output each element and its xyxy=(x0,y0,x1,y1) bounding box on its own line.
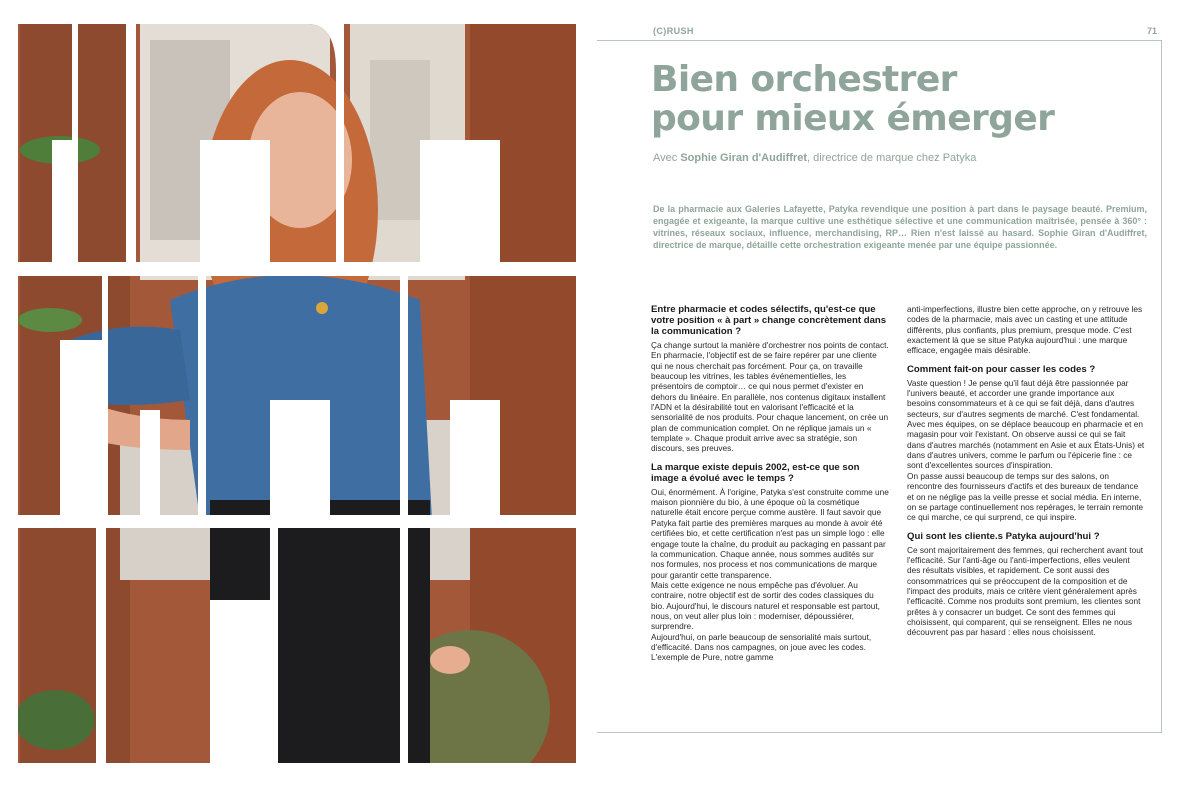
answer-2-part-1: Oui, énormément. À l'origine, Patyka s'est construite comme une maison pionnière du bio, à une époque où la cosmétique naturelle était encore perçue comme austère. Il faut savoir que Patyka fait partie des premières marques au monde à avoir été certifiées bio, et cette certification n'est pas un simple logo : elle engage toute la chaîne, du produit au packaging en passant par la communication. Chaque année, nous sommes audités sur nos formules, nos process et nos communications de marque pour garantir cette transparence. xyxy=(651,486,889,580)
column-right xyxy=(907,304,1145,638)
answer-3-part-2: Avec mes équipes, on se déplace beaucoup en pharmacie et en magasin pour voir l'existant. On observe aussi ce qui se fait dans d'autres marchés (notamment en Asie et aux États-Unis) et dans d'autres univers, comme le parfum ou l'épicerie fine : ce sont d'excellentes sources d'inspiration. xyxy=(907,419,1145,471)
answer-3-part-1: Vaste question ! Je pense qu'il faut déjà être passionnée par l'univers beauté, et accorder une grande importance aux besoins consommateurs et à ce qui se fait déjà, dans d'autres secteurs, sur d'autres segments de marché. C'est fondamental. xyxy=(907,377,1140,419)
article-title xyxy=(651,60,1151,138)
answer-1: Ça change surtout la manière d'orchestrer nos points de contact. En pharmacie, l'objectif est de se faire repérer par une cliente qui ne nous cherchait pas forcément. Pour ça, on travaille beaucoup les vitrines, les tables événementielles, les présentoirs de comptoir… ce qui nous permet d'exister en dehors du linéaire. En parallèle, nos contenus digitaux installent l'ADN et la désirabilité tout en valorisant l'efficacité et la sensorialité de nos produits. Pour chaque lancement, on crée un plan de communication complet. On ne réplique jamais un « template ». Chaque produit arrive avec sa stratégie, son discours, ses preuves. xyxy=(651,340,889,454)
answer-4: Ce sont majoritairement des femmes, qui recherchent avant tout l'efficacité. Sur l'anti-âge ou l'anti-imperfections, elles veulent des résultats visibles, et rapidement. Ce sont aussi des consommatrices qui se préoccupent de la composition et de l'impact des produits, mais ce critère vient généralement après l'efficacité. Comme nos produits sont premium, les clientes sont prêtes à y consacrer un budget. Ce sont des femmes qui choisissent, qui comparent, qui se renseignent. Elles ne nous découvrent pas par hasard : elles nous choisissent. xyxy=(907,544,1144,638)
column-left xyxy=(651,304,889,663)
question-2: La marque existe depuis 2002, est-ce que son image a évolué avec le temps ? xyxy=(651,461,860,484)
answer-2-continued: anti-imperfections, illustre bien cette approche, on y retrouve les codes de la pharmacie, mais avec un casting et une attitude différents, plus confiants, plus premium, presque mode. C'est exactement là que se situe Patyka aujourd'hui : une marque efficace, engagée mais désirable. xyxy=(907,304,1143,356)
byline-name: Sophie Giran d'Audiffret xyxy=(680,152,807,164)
top-rule xyxy=(597,40,1162,41)
byline-suffix: , directrice de marque chez Patyka xyxy=(806,152,977,164)
title-line-1: Bien orchestrer xyxy=(651,59,957,100)
article-page xyxy=(595,0,1190,793)
bottom-rule xyxy=(597,732,1162,733)
standfirst: De la pharmacie aux Galeries Lafayette, Patyka revendique une position à part dans le paysage beauté. Premium, engagée et exigeante, la marque cultive une esthétique sélective et une communication maîtrisée, pensée à 360° : vitrines, réseaux sociaux, influence, merchandising, RP… Rien n'est laissé au hasard. Sophie Giran d'Audiffret, directrice de marque, détaille cette orchestration exigeante menée par une équipe passionnée. xyxy=(653,204,1147,250)
answer-2-part-2: Mais cette exigence ne nous empêche pas d'évoluer. Au contraire, notre objectif est de sortir des codes classiques du bio. Aujourd'hui, le discours naturel et responsable est partout, nous, on veut aller plus loin : moderniser, dépoussiérer, surprendre. xyxy=(651,579,880,632)
question-1: Entre pharmacie et codes sélectifs, qu'est-ce que votre position « à part » change concrètement dans la communication ? xyxy=(651,304,887,337)
answer-3-part-3: On passe aussi beaucoup de temps sur des salons, on rencontre des fournisseurs d'actifs et des bureaux de tendance et on ne néglige pas la veille presse et social média. En interne, on se partage continuellement nos repérages, le terrain remonte ce qui marche, ce qui surprend, ce qui inspire. xyxy=(907,470,1144,523)
answer-2-part-3: Aujourd'hui, on parle beaucoup de sensorialité mais surtout, d'efficacité. Dans nos campagnes, on joue avec les codes. L'exemple de Pure, notre gamme xyxy=(651,631,872,663)
title-line-2: pour mieux émerger xyxy=(651,98,1055,139)
right-rule xyxy=(1161,40,1162,733)
page-number: 71 xyxy=(1147,26,1158,36)
running-head: (C)RUSH xyxy=(653,26,694,36)
byline-prefix: Avec xyxy=(653,152,681,164)
question-4: Qui sont les cliente.s Patyka aujourd'hui ? xyxy=(907,530,1100,542)
byline xyxy=(653,152,976,164)
question-3: Comment fait-on pour casser les codes ? xyxy=(907,363,1096,375)
